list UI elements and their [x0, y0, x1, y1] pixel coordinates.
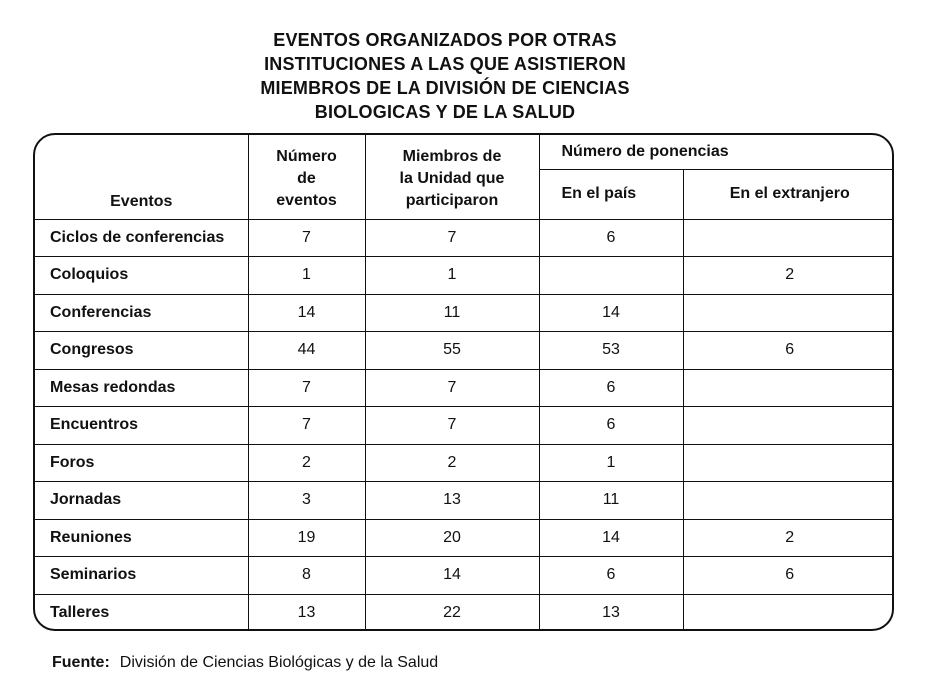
header-eventos: Eventos	[35, 135, 248, 219]
cell-numero-eventos: 44	[248, 332, 365, 370]
events-table	[35, 135, 894, 631]
header-line: Número	[276, 147, 337, 165]
cell-evento: Ciclos de conferencias	[35, 219, 248, 257]
cell-evento: Coloquios	[35, 257, 248, 295]
cell-miembros: 7	[365, 369, 539, 407]
page-title	[150, 28, 740, 124]
header-miembros	[365, 135, 539, 219]
cell-ponencias-extranjero	[683, 294, 894, 332]
cell-miembros: 1	[365, 257, 539, 295]
cell-numero-eventos: 8	[248, 557, 365, 595]
cell-ponencias-pais: 14	[539, 294, 683, 332]
header-en-el-extranjero: En el extranjero	[683, 169, 894, 219]
cell-numero-eventos: 14	[248, 294, 365, 332]
cell-miembros: 11	[365, 294, 539, 332]
header-numero-eventos	[248, 135, 365, 219]
cell-ponencias-pais: 11	[539, 482, 683, 520]
cell-numero-eventos: 19	[248, 519, 365, 557]
cell-evento: Talleres	[35, 594, 248, 631]
table-row	[35, 444, 894, 482]
cell-evento: Mesas redondas	[35, 369, 248, 407]
cell-evento: Encuentros	[35, 407, 248, 445]
cell-ponencias-extranjero: 2	[683, 257, 894, 295]
header-numero-ponencias: Número de ponencias	[539, 135, 894, 169]
cell-ponencias-pais: 6	[539, 219, 683, 257]
cell-miembros: 14	[365, 557, 539, 595]
header-en-el-pais: En el país	[539, 169, 683, 219]
events-table-container	[33, 133, 894, 631]
cell-miembros: 7	[365, 407, 539, 445]
source-text: División de Ciencias Biológicas y de la Salud	[119, 654, 439, 671]
cell-ponencias-extranjero	[683, 594, 894, 631]
header-line: Miembros de	[402, 147, 502, 165]
header-line: participaron	[405, 191, 499, 209]
cell-ponencias-extranjero	[683, 407, 894, 445]
cell-ponencias-extranjero	[683, 369, 894, 407]
table-row	[35, 332, 894, 370]
table-body	[35, 219, 894, 631]
table-row	[35, 519, 894, 557]
cell-ponencias-pais: 6	[539, 557, 683, 595]
cell-miembros: 7	[365, 219, 539, 257]
header-line: la Unidad que	[399, 169, 505, 187]
cell-evento: Conferencias	[35, 294, 248, 332]
cell-numero-eventos: 3	[248, 482, 365, 520]
cell-ponencias-pais: 6	[539, 369, 683, 407]
table-row	[35, 219, 894, 257]
table-row	[35, 557, 894, 595]
title-line: INSTITUCIONES A LAS QUE ASISTIERON	[264, 54, 626, 74]
cell-ponencias-extranjero	[683, 219, 894, 257]
header-line: eventos	[276, 191, 337, 209]
table-row	[35, 294, 894, 332]
cell-numero-eventos: 7	[248, 219, 365, 257]
cell-miembros: 20	[365, 519, 539, 557]
cell-numero-eventos: 7	[248, 407, 365, 445]
cell-miembros: 22	[365, 594, 539, 631]
cell-ponencias-extranjero	[683, 482, 894, 520]
table-row	[35, 257, 894, 295]
cell-numero-eventos: 13	[248, 594, 365, 631]
cell-ponencias-extranjero: 6	[683, 332, 894, 370]
source-note	[52, 654, 438, 672]
title-line: MIEMBROS DE LA DIVISIÓN DE CIENCIAS	[260, 78, 630, 98]
cell-evento: Jornadas	[35, 482, 248, 520]
table-row	[35, 482, 894, 520]
cell-numero-eventos: 1	[248, 257, 365, 295]
cell-numero-eventos: 2	[248, 444, 365, 482]
cell-ponencias-extranjero: 6	[683, 557, 894, 595]
cell-ponencias-extranjero	[683, 444, 894, 482]
cell-numero-eventos: 7	[248, 369, 365, 407]
table-row	[35, 407, 894, 445]
source-label: Fuente:	[52, 654, 110, 671]
cell-evento: Congresos	[35, 332, 248, 370]
cell-evento: Seminarios	[35, 557, 248, 595]
table-row	[35, 594, 894, 631]
cell-evento: Reuniones	[35, 519, 248, 557]
cell-miembros: 13	[365, 482, 539, 520]
cell-ponencias-pais	[539, 257, 683, 295]
header-line: de	[297, 169, 316, 187]
cell-ponencias-pais: 13	[539, 594, 683, 631]
table-row	[35, 369, 894, 407]
cell-evento: Foros	[35, 444, 248, 482]
cell-ponencias-pais: 14	[539, 519, 683, 557]
cell-ponencias-pais: 1	[539, 444, 683, 482]
title-line: EVENTOS ORGANIZADOS POR OTRAS	[273, 30, 617, 50]
cell-ponencias-extranjero: 2	[683, 519, 894, 557]
cell-miembros: 55	[365, 332, 539, 370]
title-line: BIOLOGICAS Y DE LA SALUD	[314, 102, 576, 122]
cell-miembros: 2	[365, 444, 539, 482]
cell-ponencias-pais: 6	[539, 407, 683, 445]
cell-ponencias-pais: 53	[539, 332, 683, 370]
